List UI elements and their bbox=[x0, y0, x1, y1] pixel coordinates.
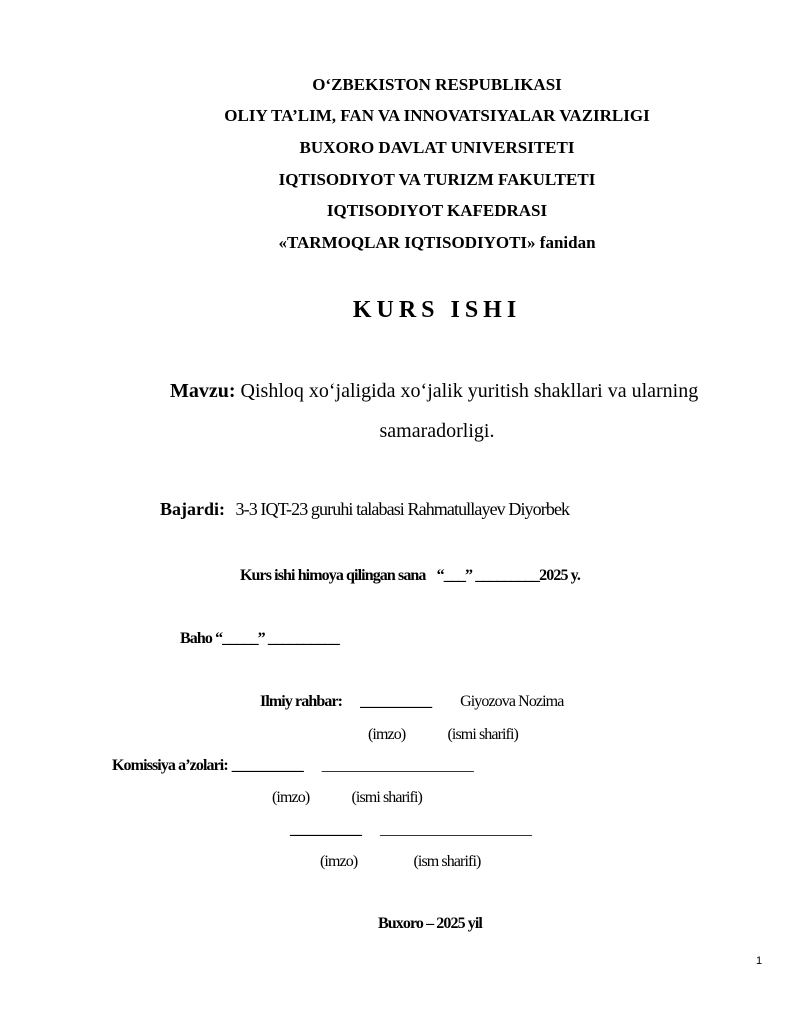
performer-label: Bajardi: bbox=[160, 499, 225, 519]
commission-caption-1 bbox=[272, 789, 422, 807]
commission-line bbox=[112, 757, 474, 775]
performer-text: 3-3 IQT-23 guruhi talabasi Rahmatullayev Diyorbek bbox=[235, 499, 570, 519]
page-number: 1 bbox=[756, 955, 763, 967]
commission-row2-name-blank: ___________________ bbox=[380, 821, 532, 838]
commission-row1-caption-signature: (imzo) bbox=[272, 789, 310, 806]
supervisor-caption bbox=[368, 726, 518, 744]
header-department: IQTISODIYOT KAFEDRASI bbox=[326, 201, 548, 220]
commission-row-2 bbox=[290, 821, 532, 839]
commission-label: Komissiya a’zolari: bbox=[112, 757, 228, 774]
header-faculty: IQTISODIYOT VA TURIZM FAKULTETI bbox=[278, 170, 596, 189]
commission-row1-caption-name: (ismi sharifi) bbox=[351, 789, 422, 806]
supervisor-caption-name: (ismi sharifi) bbox=[447, 726, 518, 743]
commission-row1-name-blank: ___________________ bbox=[321, 757, 474, 774]
grade-line: Baho “_____” __________ bbox=[180, 630, 339, 647]
commission-row2-caption-name: (ism sharifi) bbox=[413, 853, 481, 870]
supervisor-label: Ilmiy rahbar: bbox=[260, 693, 343, 710]
place-and-year: Buxoro – 2025 yil bbox=[378, 915, 482, 932]
document-title: KURS ISHI bbox=[352, 297, 522, 323]
header-country: O‘ZBEKISTON RESPUBLIKASI bbox=[312, 75, 562, 94]
topic-line-1 bbox=[170, 380, 698, 403]
supervisor-line bbox=[260, 693, 563, 711]
topic-label: Mavzu: bbox=[170, 380, 236, 402]
performer-line bbox=[160, 499, 569, 520]
supervisor-caption-signature: (imzo) bbox=[368, 726, 406, 743]
header-ministry: OLIY TA’LIM, FAN VA INNOVATSIYALAR VAZIRLIGI bbox=[224, 106, 650, 125]
header-subject: «TARMOQLAR IQTISODIYOTI» fanidan bbox=[278, 233, 596, 252]
title-page-header bbox=[0, 0, 800, 260]
commission-row1-signature-blank: _________ bbox=[231, 757, 304, 774]
supervisor-signature-blank: _________ bbox=[360, 693, 433, 710]
topic-line-2: samaradorligi. bbox=[379, 420, 495, 442]
supervisor-name: Giyozova Nozima bbox=[460, 693, 564, 710]
commission-row2-signature-blank: _________ bbox=[290, 821, 362, 838]
defense-date-line bbox=[240, 567, 580, 585]
defense-date-label: Kurs ishi himoya qilingan sana bbox=[240, 567, 426, 584]
commission-row2-caption-signature: (imzo) bbox=[320, 853, 358, 870]
topic-text-1: Qishloq xo‘jaligida xo‘jalik yuritish shakllari va ularning bbox=[240, 380, 699, 402]
header-university: BUXORO DAVLAT UNIVERSITETI bbox=[299, 138, 575, 157]
commission-caption-2 bbox=[320, 853, 480, 871]
defense-date-value: “___” _________2025 y. bbox=[436, 567, 580, 584]
